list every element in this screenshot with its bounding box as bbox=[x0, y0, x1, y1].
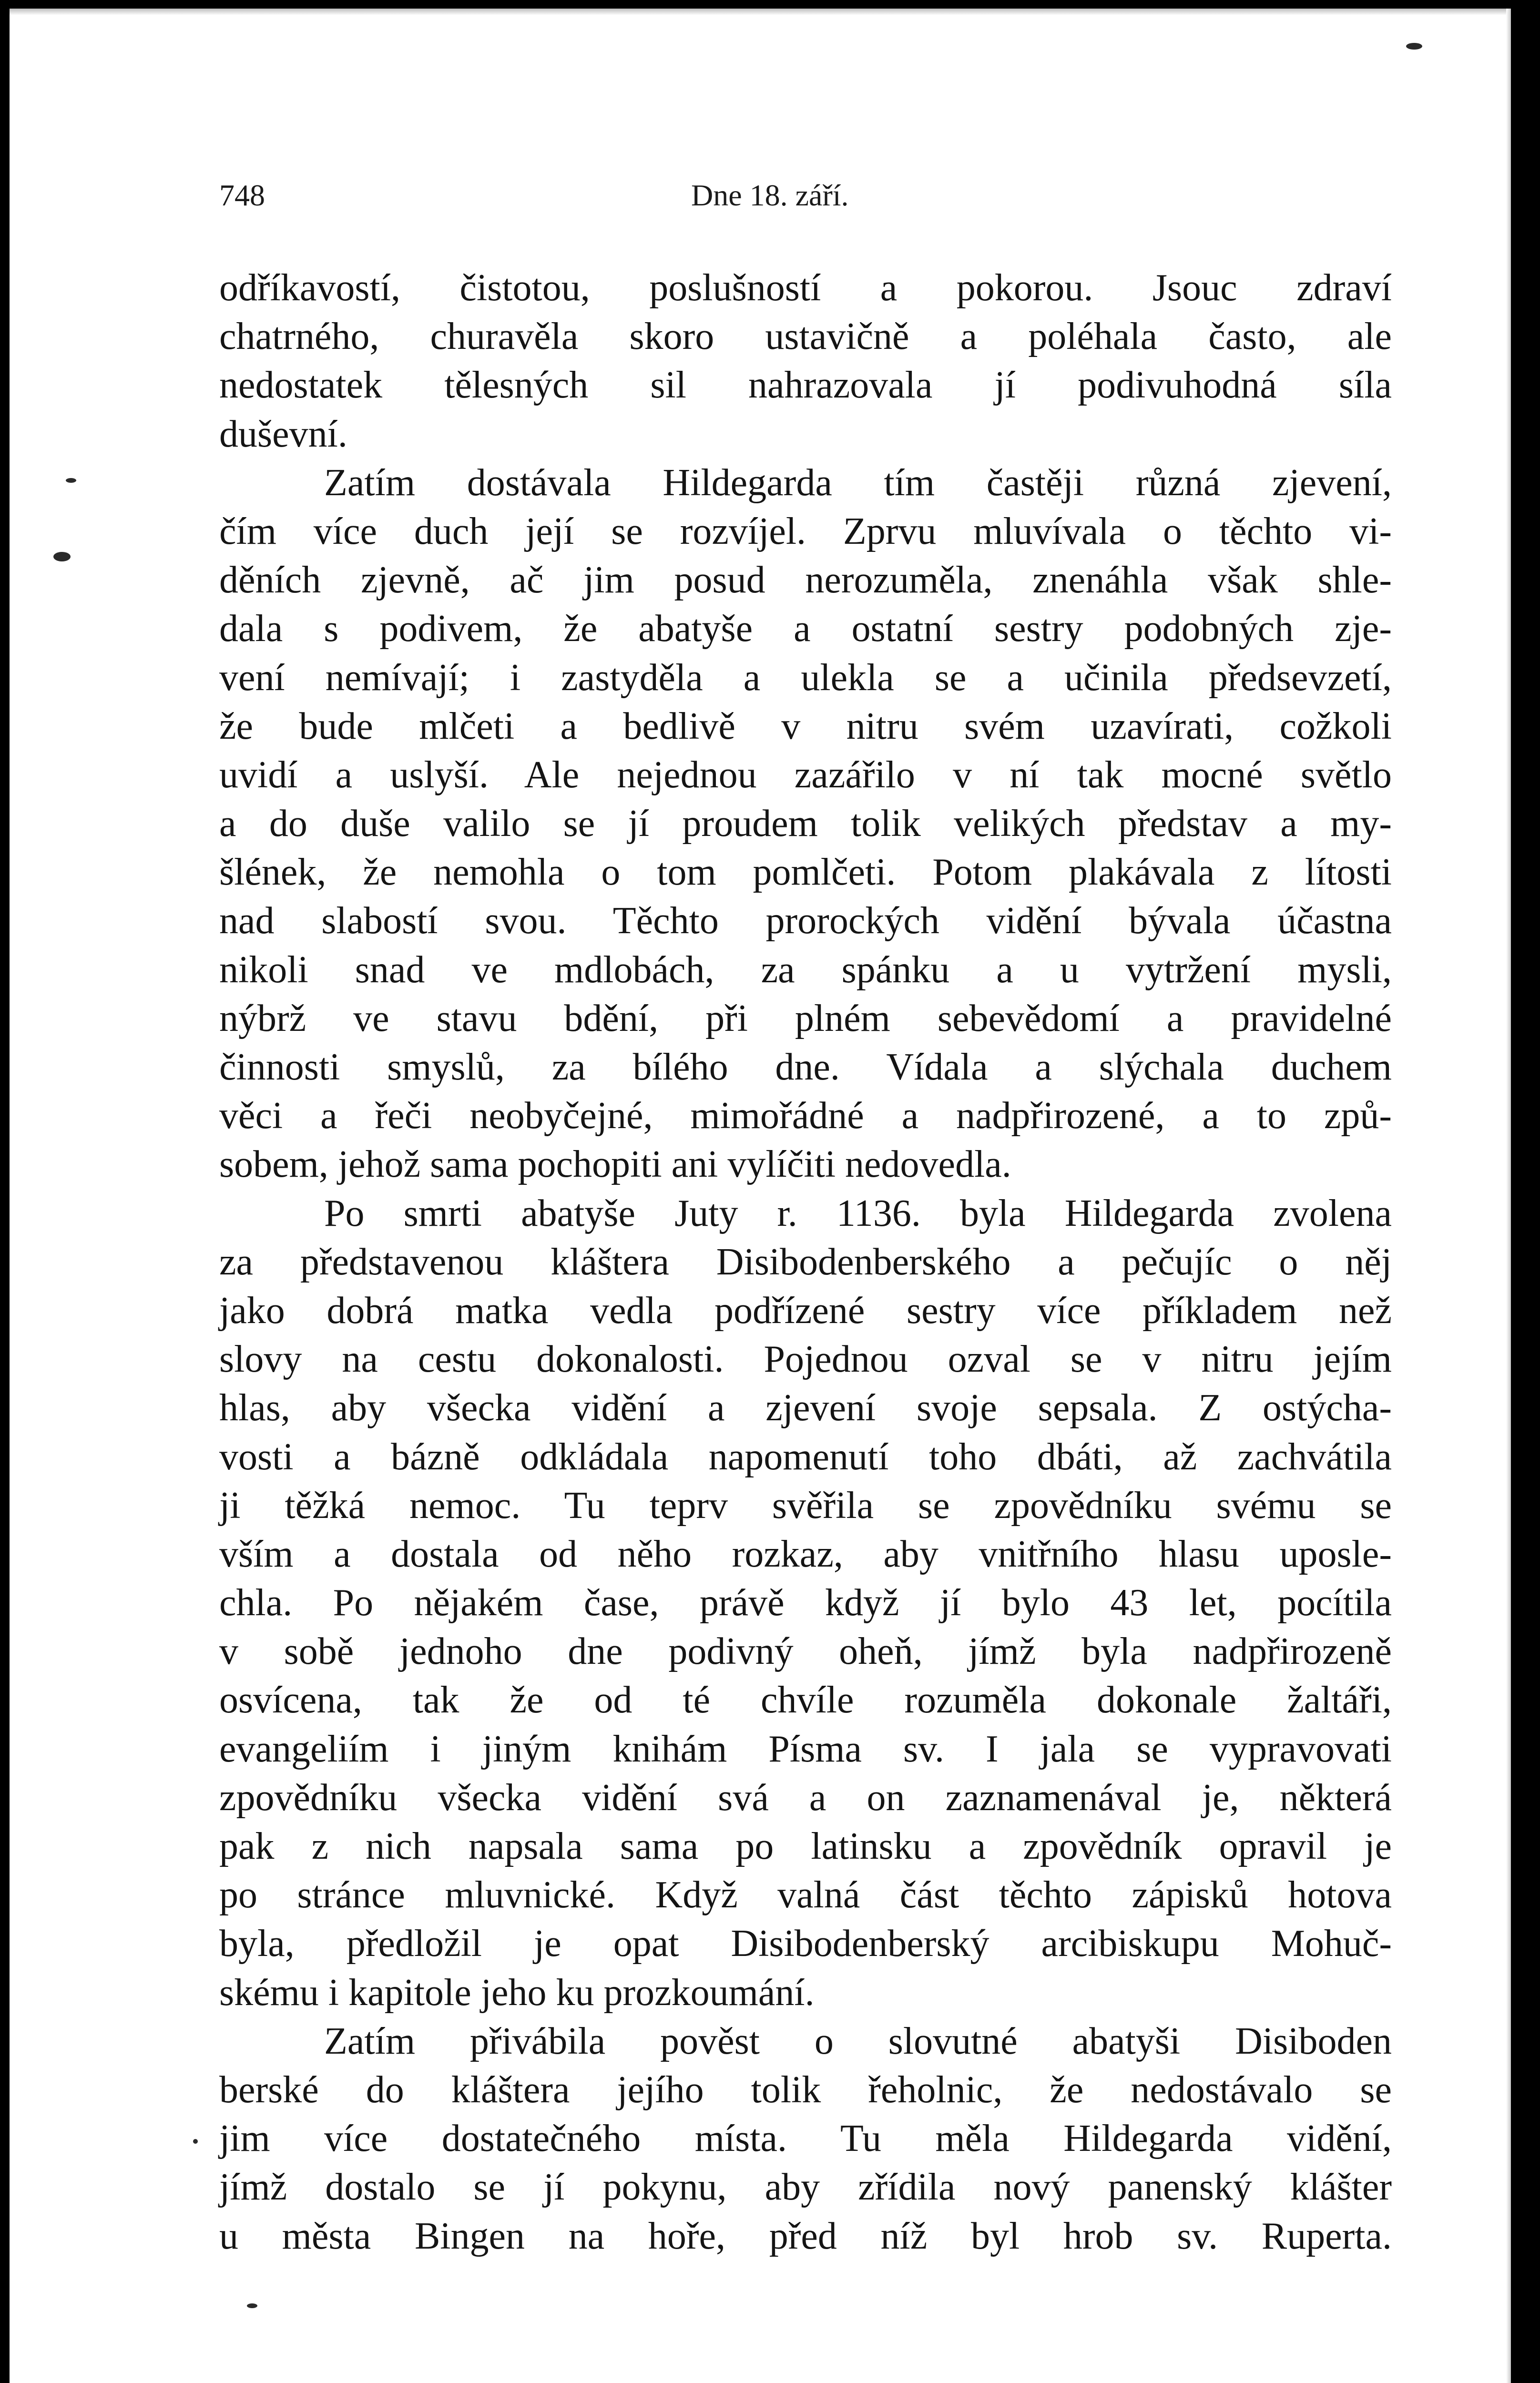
text-line: Zatím přivábila pověst o slovutné abatyši Disiboden bbox=[324, 2020, 1392, 2062]
text-line: činnosti smyslů, za bílého dne. Vídala a slýchala duchem bbox=[219, 1046, 1392, 1088]
text-line: osvícena, tak že od té chvíle rozuměla dokonale žaltáři, bbox=[219, 1679, 1392, 1721]
text-line: slovy na cestu dokonalosti. Pojednou ozval se v nitru jejím bbox=[219, 1338, 1392, 1381]
text-line: Po smrti abatyše Juty r. 1136. byla Hildegarda zvolena bbox=[324, 1192, 1392, 1234]
text-line: po stránce mluvnické. Když valná část těchto zápisků hotova bbox=[219, 1874, 1392, 1916]
text-line: vosti a bázně odkládala napomenutí toho dbáti, až zachvátila bbox=[219, 1436, 1392, 1478]
scan-speck bbox=[66, 478, 76, 483]
text-line: hlas, aby všecka vidění a zjevení svoje sepsala. Z ostýcha- bbox=[219, 1387, 1392, 1429]
text-line: berské do kláštera jejího tolik řeholnic, že nedostávalo se bbox=[219, 2068, 1392, 2111]
scan-speck bbox=[193, 2139, 198, 2144]
text-line: jímž dostalo se jí pokynu, aby zřídila nový panenský klášter bbox=[219, 2166, 1392, 2209]
text-line: Zatím dostávala Hildegarda tím častěji různá zjevení, bbox=[324, 461, 1392, 504]
text-line: sobem, jehož sama pochopiti ani vylíčiti nedovedla. bbox=[219, 1143, 1011, 1186]
text-line: že bude mlčeti a bedlivě v nitru svém uzavírati, cožkoli bbox=[219, 705, 1392, 747]
running-head bbox=[219, 178, 891, 230]
text-line: nad slabostí svou. Těchto prorockých vidění bývala účastna bbox=[219, 900, 1392, 942]
text-line: šlének, že nemohla o tom pomlčeti. Potom plakávala z lítosti bbox=[219, 851, 1392, 894]
text-line: jim více dostatečného místa. Tu měla Hildegarda vidění, bbox=[219, 2118, 1392, 2160]
paragraph bbox=[219, 458, 1392, 1189]
text-line: v sobě jednoho dne podivný oheň, jímž byla nadpřirozeně bbox=[219, 1630, 1392, 1673]
text-line: dala s podivem, že abatyše a ostatní sestry podobných zje- bbox=[219, 608, 1392, 650]
text-line: skému i kapitole jeho ku prozkoumání. bbox=[219, 1971, 815, 2014]
book-page bbox=[10, 9, 1511, 2383]
scan-edge-right bbox=[1506, 9, 1511, 2383]
text-line: evangeliím i jiným knihám Písma sv. I jala se vypravovati bbox=[219, 1728, 1392, 1770]
text-line: zpovědníku všecka vidění svá a on zaznamenával je, některá bbox=[219, 1776, 1392, 1819]
text-line: u města Bingen na hoře, před níž byl hrob sv. Ruperta. bbox=[219, 2215, 1392, 2257]
text-line: nýbrž ve stavu bdění, při plném sebevědomí a pravidelné bbox=[219, 997, 1392, 1039]
text-line: chatrného, churavěla skoro ustavičně a poléhala často, ale bbox=[219, 316, 1392, 358]
text-line: čím více duch její se rozvíjel. Zprvu mluvívala o těchto vi- bbox=[219, 510, 1392, 552]
text-line: nedostatek tělesných sil nahrazovala jí podivuhodná síla bbox=[219, 364, 1392, 407]
scan-speck bbox=[53, 552, 71, 561]
text-line: chla. Po nějakém čase, právě když jí bylo 43 let, pocítila bbox=[219, 1582, 1392, 1624]
text-line: odříkavostí, čistotou, poslušností a pokorou. Jsouc zdraví bbox=[219, 267, 1392, 309]
body-text bbox=[219, 264, 1392, 2261]
scan-speck bbox=[1406, 43, 1422, 50]
text-line: uvidí a uslyší. Ale nejednou zazářilo v ní tak mocné světlo bbox=[219, 754, 1392, 796]
paragraph bbox=[219, 2017, 1392, 2261]
text-line: pak z nich napsala sama po latinsku a zpovědník opravil je bbox=[219, 1825, 1392, 1867]
text-line: děních zjevně, ač jim posud nerozuměla, znenáhla však shle- bbox=[219, 559, 1392, 601]
text-line: ji těžká nemoc. Tu teprv svěřila se zpovědníku svému se bbox=[219, 1484, 1392, 1527]
text-line: vším a dostala od něho rozkaz, aby vnitřního hlasu uposle- bbox=[219, 1533, 1392, 1575]
text-line: za představenou kláštera Disibodenberského a pečujíc o něj bbox=[219, 1241, 1392, 1283]
scan-speck bbox=[247, 2303, 257, 2308]
text-line: jako dobrá matka vedla podřízené sestry více příkladem než bbox=[219, 1289, 1392, 1332]
text-line: byla, předložil je opat Disibodenberský arcibiskupu Mohuč- bbox=[219, 1923, 1392, 1965]
paragraph bbox=[219, 264, 1392, 458]
running-title: Dne 18. září. bbox=[691, 178, 849, 212]
paragraph bbox=[219, 1189, 1392, 2017]
text-line: věci a řeči neobyčejné, mimořádné a nadpřirozené, a to způ- bbox=[219, 1095, 1392, 1137]
page-number: 748 bbox=[219, 178, 265, 212]
scan-edge-top bbox=[10, 9, 1511, 15]
text-line: a do duše valilo se jí proudem tolik velikých představ a my- bbox=[219, 803, 1392, 845]
text-line: vení nemívají; i zastyděla a ulekla se a učinila předsevzetí, bbox=[219, 656, 1392, 699]
text-line: nikoli snad ve mdlobách, za spánku a u vytržení mysli, bbox=[219, 948, 1392, 991]
text-line: duševní. bbox=[219, 413, 347, 455]
